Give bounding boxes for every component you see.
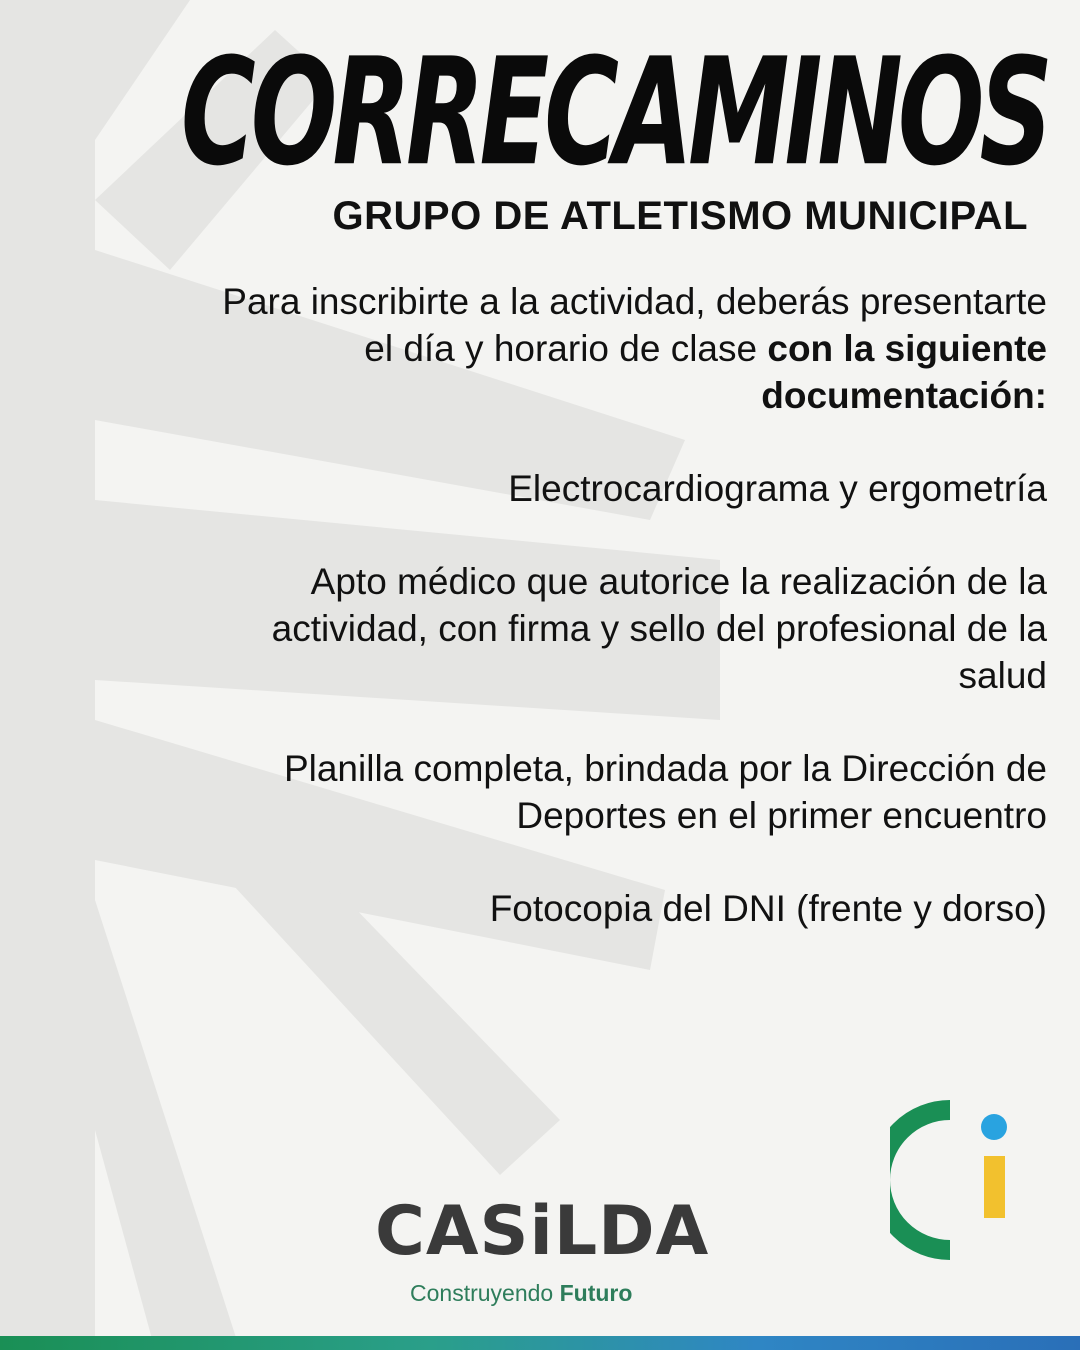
casilda-tagline <box>410 1280 632 1307</box>
requirement-item: Apto médico que autorice la realización de la actividad, con firma y sello del profesional de la salud <box>271 561 1047 696</box>
requirement-item: Planilla completa, brindada por la Dirección de Deportes en el primer encuentro <box>283 748 1047 836</box>
tagline-bold: Futuro <box>559 1280 633 1306</box>
page-subtitle: GRUPO DE ATLETISMO MUNICIPAL <box>332 194 1028 238</box>
ci-logo-icon <box>890 1100 1020 1260</box>
intro-paragraph <box>187 278 1047 419</box>
intro-bold-text: con la siguiente documentación: <box>761 328 1047 416</box>
intro-text: Para inscribirte a la actividad, deberás presentarte el día y horario de clase <box>222 281 1047 369</box>
requirements-content <box>187 278 1047 978</box>
requirement-item: Fotocopia del DNI (frente y dorso) <box>489 888 1047 929</box>
requirement-item: Electrocardiograma y ergometría <box>508 468 1047 509</box>
bottom-gradient-bar <box>0 1336 1080 1350</box>
tagline-regular: Construyendo <box>410 1280 554 1306</box>
page-title: CORRECAMINOS <box>180 26 1048 200</box>
casilda-logo-text: CASiLDA <box>375 1192 710 1271</box>
